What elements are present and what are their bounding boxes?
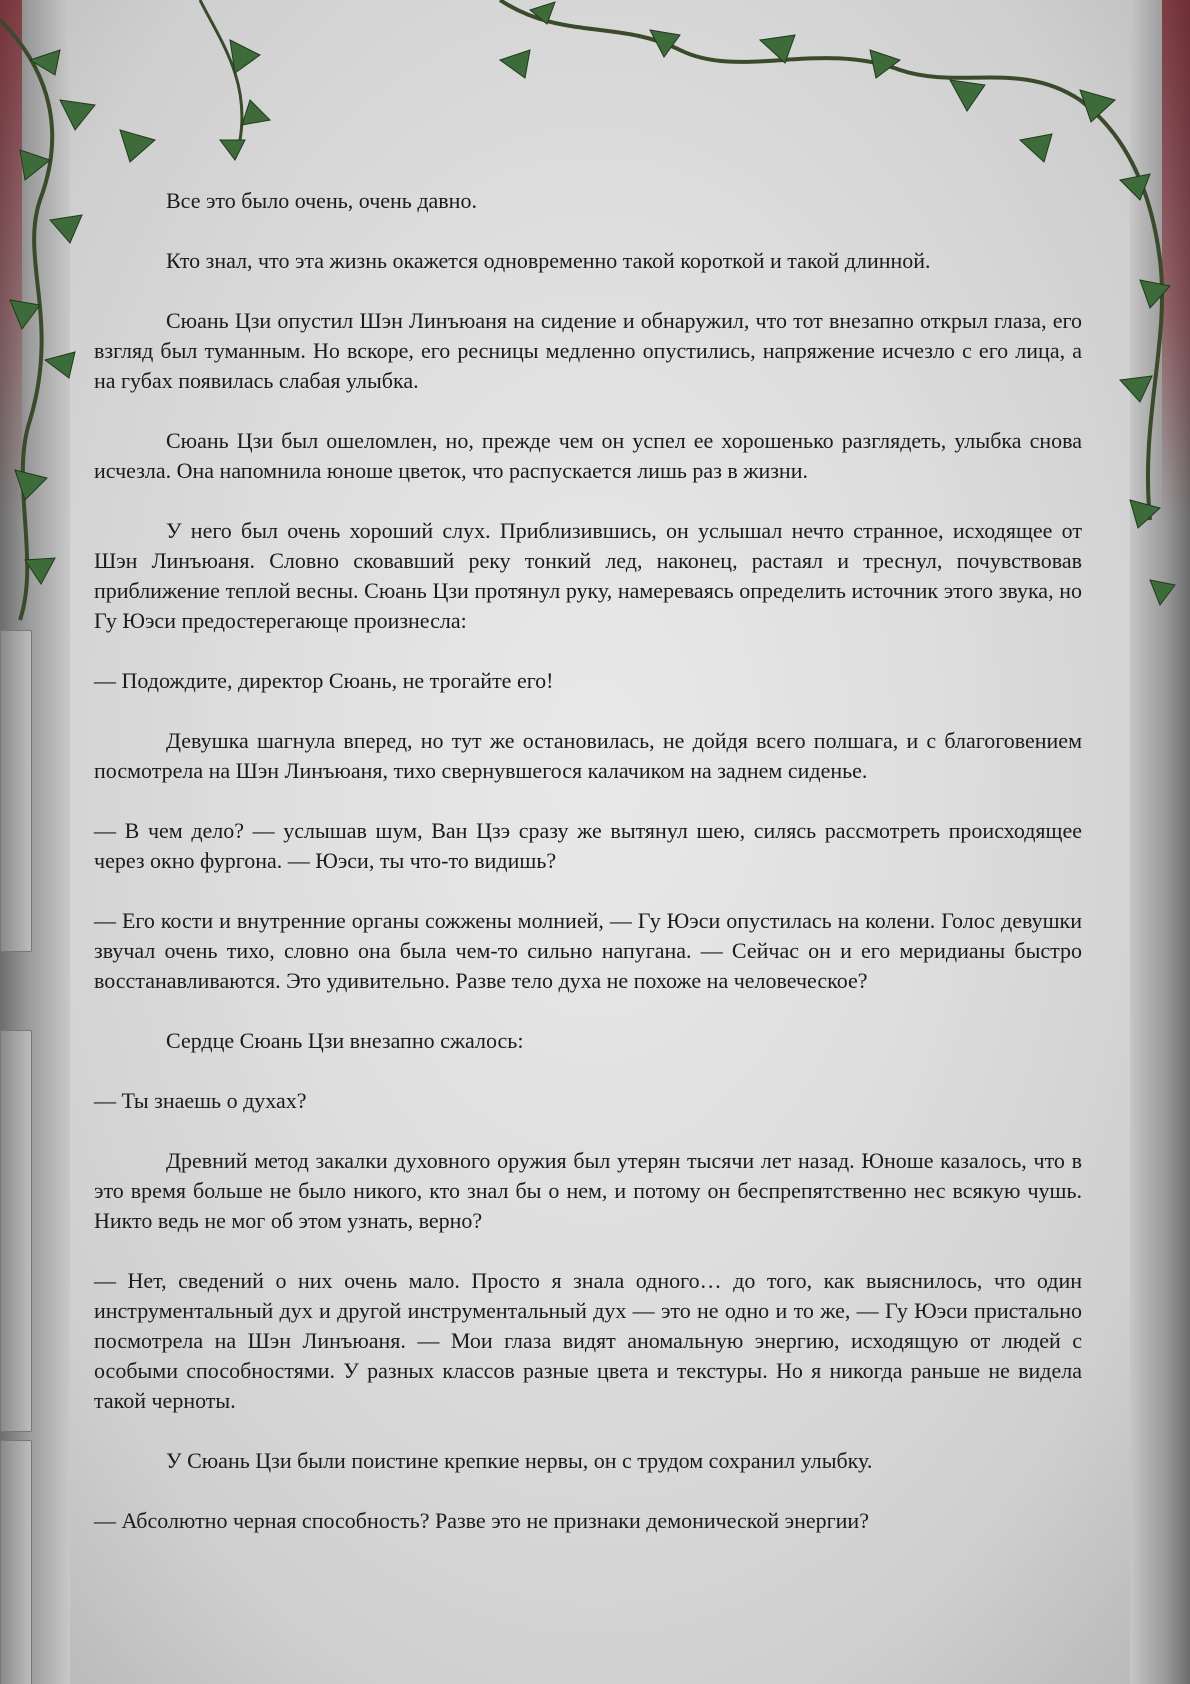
paragraph: Все это было очень, очень давно. [166,188,477,213]
dialogue-line: — Подождите, директор Сюань, не трогайте его! [94,668,554,693]
dialogue-line: — Нет, сведений о них очень мало. Просто я знала одного… до того, как выяснилось, что один инструментальный дух и другой инструментальный дух — это не одно и то же, — Гу Юэси пристально посмотрела на Шэн Линъюаня. — Мои глаза видят аномальную энергию, исходящую от людей с особыми способностями. У разных классов разные цвета и текстуры. Но я никогда раньше не видела такой черноты. [94,1268,1082,1413]
dialogue-line: — В чем дело? — услышав шум, Ван Цзэ сразу же вытянул шею, силясь рассмотреть происходящее через окно фургона. — Юэси, ты что-то видишь? [94,818,1082,873]
paragraph: Девушка шагнула вперед, но тут же остановилась, не дойдя всего полшага, и с благоговением посмотрела на Шэн Линъюаня, тихо свернувшегося калачиком на заднем сиденье. [94,728,1082,783]
dialogue-line: — Его кости и внутренние органы сожжены молнией, — Гу Юэси опустилась на колени. Голос девушки звучал очень тихо, словно она была чем-то сильно напугана. — Сейчас он и его меридианы быстро восстанавливаются. Это удивительно. Разве тело духа не похоже на человеческое? [94,908,1082,993]
paragraph: У Сюань Цзи были поистине крепкие нервы, он с трудом сохранил улыбку. [166,1448,873,1473]
dialogue-line: — Абсолютно черная способность? Разве это не признаки демонической энергии? [94,1508,869,1533]
paragraph: Древний метод закалки духовного оружия был утерян тысячи лет назад. Юноше казалось, что в это время больше не было никого, кто знал бы о нем, и потому он беспрепятственно нес всякую чушь. Никто ведь не мог об этом узнать, верно? [94,1148,1082,1233]
paragraph: Сердце Сюань Цзи внезапно сжалось: [166,1028,524,1053]
paragraph: Кто знал, что эта жизнь окажется одновременно такой короткой и такой длинной. [166,248,931,273]
paragraph: Сюань Цзи опустил Шэн Линъюаня на сидение и обнаружил, что тот внезапно открыл глаза, его взгляд был туманным. Но вскоре, его ресницы медленно опустились, напряжение исчезло с его лица, а на губах появилась слабая улыбка. [94,308,1082,393]
story-text [94,186,1082,1566]
dialogue-line: — Ты знаешь о духах? [94,1088,307,1113]
paragraph: Сюань Цзи был ошеломлен, но, прежде чем он успел ее хорошенько разглядеть, улыбка снова исчезла. Она напомнила юноше цветок, что распускается лишь раз в жизни. [94,428,1082,483]
paragraph: У него был очень хороший слух. Приблизившись, он услышал нечто странное, исходящее от Шэн Линъюаня. Словно сковавший реку тонкий лед, наконец, растаял и треснул, почувствовав приближение теплой весны. Сюань Цзи протянул руку, намереваясь определить источник этого звука, но Гу Юэси предостерегающе произнесла: [94,518,1082,633]
